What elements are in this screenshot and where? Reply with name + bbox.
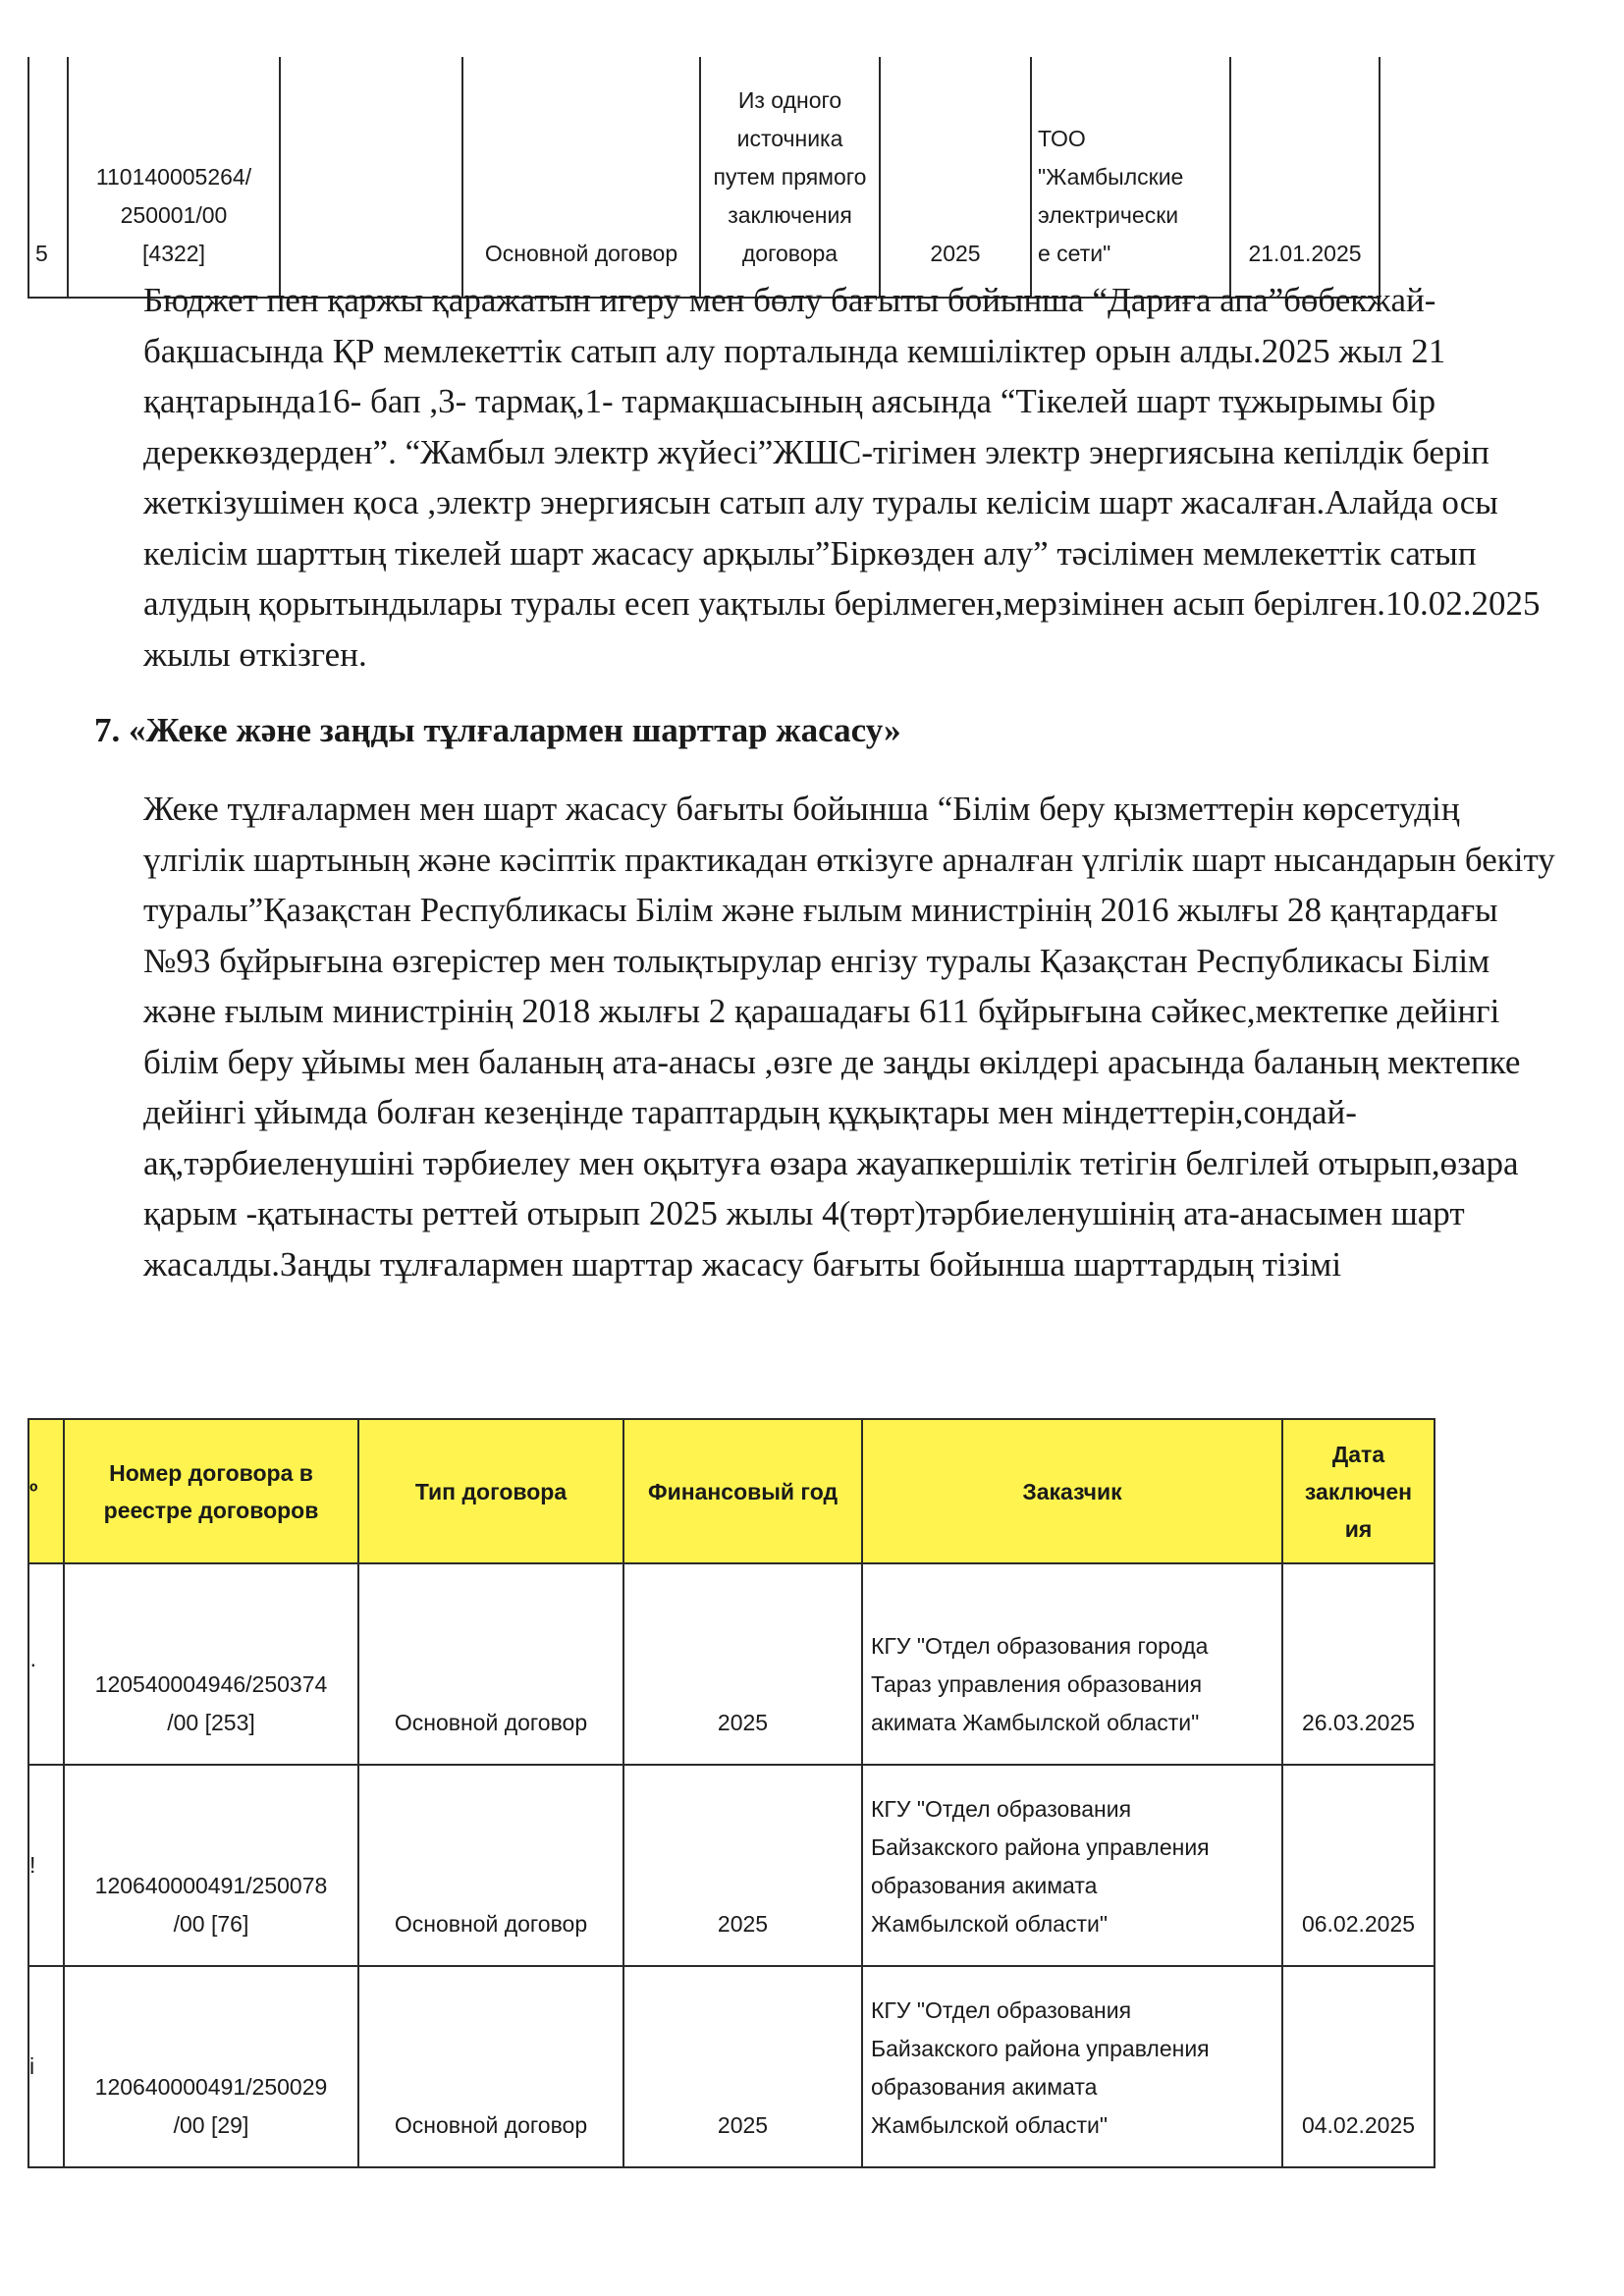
header-contract-number: Номер договора в реестре договоров xyxy=(64,1419,358,1563)
contract-number-cell: 110140005264/ 250001/00 [4322] xyxy=(68,57,280,298)
table-row xyxy=(28,1765,1435,1966)
customer: КГУ "Отдел образования Байзакского района управления образования акимата Жамбылской области" xyxy=(862,1765,1282,1966)
table-row xyxy=(28,1966,1435,2167)
row-num: i xyxy=(28,1966,64,2167)
financial-year-cell: 2025 xyxy=(880,57,1031,298)
contract-type: Основной договор xyxy=(358,1765,623,1966)
conclusion-date: 04.02.2025 xyxy=(1282,1966,1435,2167)
contract-number: 120640000491/250029 /00 [29] xyxy=(64,1966,358,2167)
customer: КГУ "Отдел образования Байзакского района управления образования акимата Жамбылской области" xyxy=(862,1966,1282,2167)
contract-type: Основной договор xyxy=(358,1966,623,2167)
supplier-cell: ТОО "Жамбылские электрически е сети" xyxy=(1031,57,1230,298)
conclusion-date-cell: 21.01.2025 xyxy=(1230,57,1380,298)
financial-year: 2025 xyxy=(623,1765,862,1966)
contract-type-cell: Основной договор xyxy=(462,57,700,298)
section-heading: 7. «Жеке және заңды тұлғалармен шарттар жасасу» xyxy=(94,711,901,749)
empty-cell xyxy=(280,57,462,298)
financial-year: 2025 xyxy=(623,1966,862,2167)
header-num: º xyxy=(28,1419,64,1563)
header-conclusion-date: Дата заключен ия xyxy=(1282,1419,1435,1563)
conclusion-date: 26.03.2025 xyxy=(1282,1563,1435,1765)
procurement-table-continuation xyxy=(27,57,1380,299)
table-row xyxy=(28,57,1380,298)
row-num: ! xyxy=(28,1765,64,1966)
procurement-method-cell: Из одного источника путем прямого заключения договора xyxy=(700,57,880,298)
row-num: · xyxy=(28,1563,64,1765)
contracts-table xyxy=(27,1418,1435,2168)
conclusion-date: 06.02.2025 xyxy=(1282,1765,1435,1966)
table-header-row xyxy=(28,1419,1435,1563)
header-financial-year: Финансовый год xyxy=(623,1419,862,1563)
paragraph-contracts-overview: Жеке тұлғалармен мен шарт жасасу бағыты бойынша “Білім беру қызметтерін көрсетудің үлгілік шартының және кәсіптік практикадан өткізуге арналған үлгілік шарт нысандарын бекіту туралы”Қазақстан Республикасы Білім және ғылым министрінің 2016 жылғы 28 қаңтардағы №93 бұйрығына өзгерістер мен толықтырулар енгізу туралы Қазақстан Республикасы Білім және ғылым министрінің 2018 жылғы 2 қарашадағы 611 бұйрығына сәйкес,мектепке дейінгі білім беру ұйымы мен баланың ата-анасы ,өзге де заңды өкілдері арасында баланың мектепке дейінгі ұйымда болған кезеңінде тараптардың құқықтары мен міндеттерін,сондай-ақ,тәрбиеленушіні тәрбиелеу мен оқытуға өзара жауапкершілік тетігін белгілей отырып,өзара қарым -қатынасты реттей отырып 2025 жылы 4(төрт)тәрбиеленушінің ата-анасымен шарт жасалды.Заңды тұлғалармен шарттар жасасу бағыты бойынша шарттардың тізімі xyxy=(143,790,1555,1284)
financial-year: 2025 xyxy=(623,1563,862,1765)
table-row xyxy=(28,1563,1435,1765)
contract-number: 120640000491/250078 /00 [76] xyxy=(64,1765,358,1966)
customer: КГУ "Отдел образования города Тараз управления образования акимата Жамбылской области" xyxy=(862,1563,1282,1765)
contract-type: Основной договор xyxy=(358,1563,623,1765)
paragraph-budget-findings: Бюджет пен қаржы қаражатын игеру мен бөлу бағыты бойынша “Дариға апа”бөбекжай-бақшасында ҚР мемлекеттік сатып алу порталында кемшіліктер орын алды.2025 жыл 21 қаңтарында16- бап ,3- тармақ,1- тармақшасының аясында “Тікелей шарт тұжырымы бір дереккөздерден”. “Жамбыл электр жүйесі”ЖШС-тігімен электр энергиясына кепілдік беріп жеткізушімен қоса ,электр энергиясын сатып алу туралы келісім шарт жасалған.Алайда осы келісім шарттың тікелей шарт жасасу арқылы”Біркөзден алу” тәсілімен мемлекеттік сатып алудың қорытындылары туралы есеп уақтылы берілмеген,мерзімінен асып берілген.10.02.2025 жылы өткізген. xyxy=(143,281,1541,674)
row-index-cell: 5 xyxy=(28,57,68,298)
header-customer: Заказчик xyxy=(862,1419,1282,1563)
contract-number: 120540004946/250374 /00 [253] xyxy=(64,1563,358,1765)
header-contract-type: Тип договора xyxy=(358,1419,623,1563)
